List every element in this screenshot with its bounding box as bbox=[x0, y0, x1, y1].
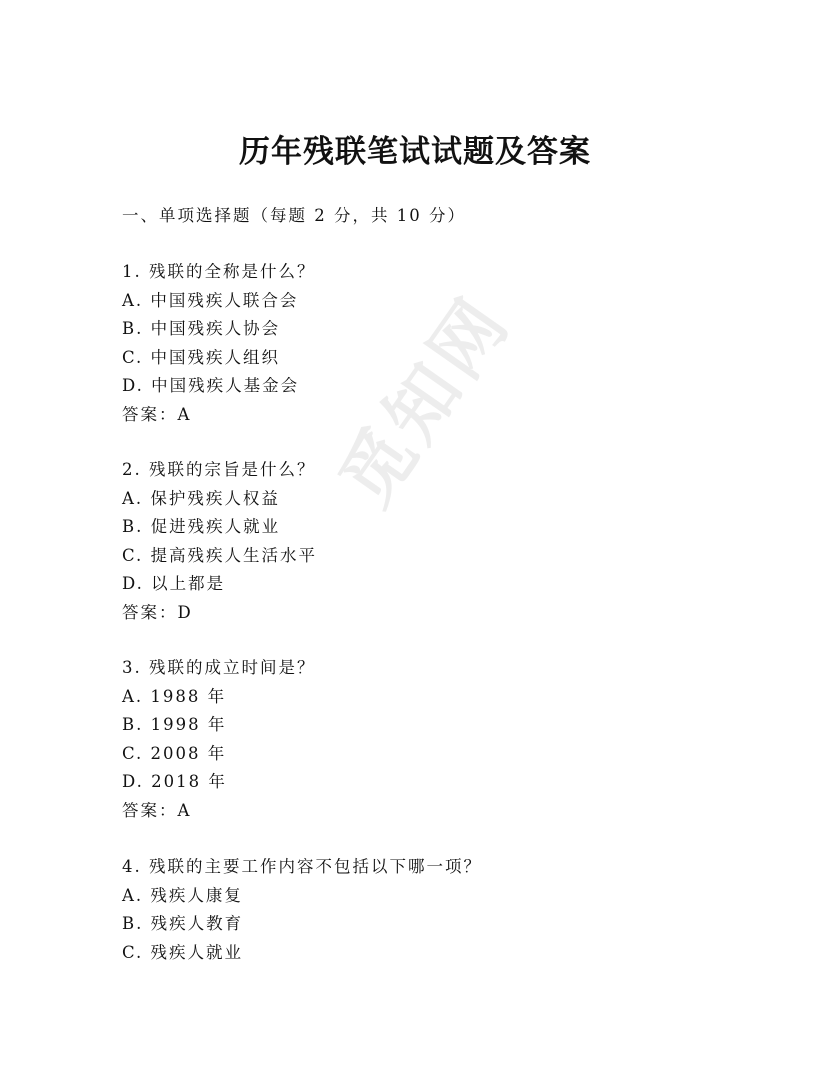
option-b: B. 中国残疾人协会 bbox=[122, 319, 281, 339]
option-a: A. 中国残疾人联合会 bbox=[122, 290, 299, 310]
option-d: D. 2018 年 bbox=[122, 772, 227, 792]
question-text: 1. 残联的全称是什么？ bbox=[122, 262, 316, 281]
answer: 答案：A bbox=[122, 800, 192, 820]
answer: 答案：A bbox=[122, 404, 192, 424]
option-a: A. 残疾人康复 bbox=[122, 885, 243, 905]
option-c: C. 提高残疾人生活水平 bbox=[122, 545, 318, 565]
option-d: D. 以上都是 bbox=[122, 574, 226, 594]
option-d: D. 中国残疾人基金会 bbox=[122, 376, 300, 396]
option-c: C. 2008 年 bbox=[122, 743, 227, 763]
section-heading: 一、单项选择题（每题 2 分，共 10 分） bbox=[122, 206, 466, 225]
question-block-4 bbox=[122, 853, 722, 967]
option-b: B. 残疾人教育 bbox=[122, 914, 244, 934]
option-c: C. 残疾人就业 bbox=[122, 942, 244, 962]
option-b: B. 促进残疾人就业 bbox=[122, 517, 281, 537]
page-title: 历年残联笔试试题及答案 bbox=[239, 134, 591, 170]
question-text: 3. 残联的成立时间是？ bbox=[122, 658, 316, 677]
option-c: C. 中国残疾人组织 bbox=[122, 347, 281, 367]
question-block-3 bbox=[122, 654, 722, 826]
option-a: A. 1988 年 bbox=[122, 686, 227, 706]
option-b: B. 1998 年 bbox=[122, 715, 227, 735]
answer: 答案：D bbox=[122, 602, 193, 622]
watermark: 觅知网 bbox=[323, 280, 527, 521]
question-block-1 bbox=[122, 258, 722, 430]
option-a: A. 保护残疾人权益 bbox=[122, 488, 280, 508]
question-block-2 bbox=[122, 456, 722, 628]
question-text: 4. 残联的主要工作内容不包括以下哪一项？ bbox=[122, 857, 482, 876]
question-text: 2. 残联的宗旨是什么？ bbox=[122, 460, 316, 479]
